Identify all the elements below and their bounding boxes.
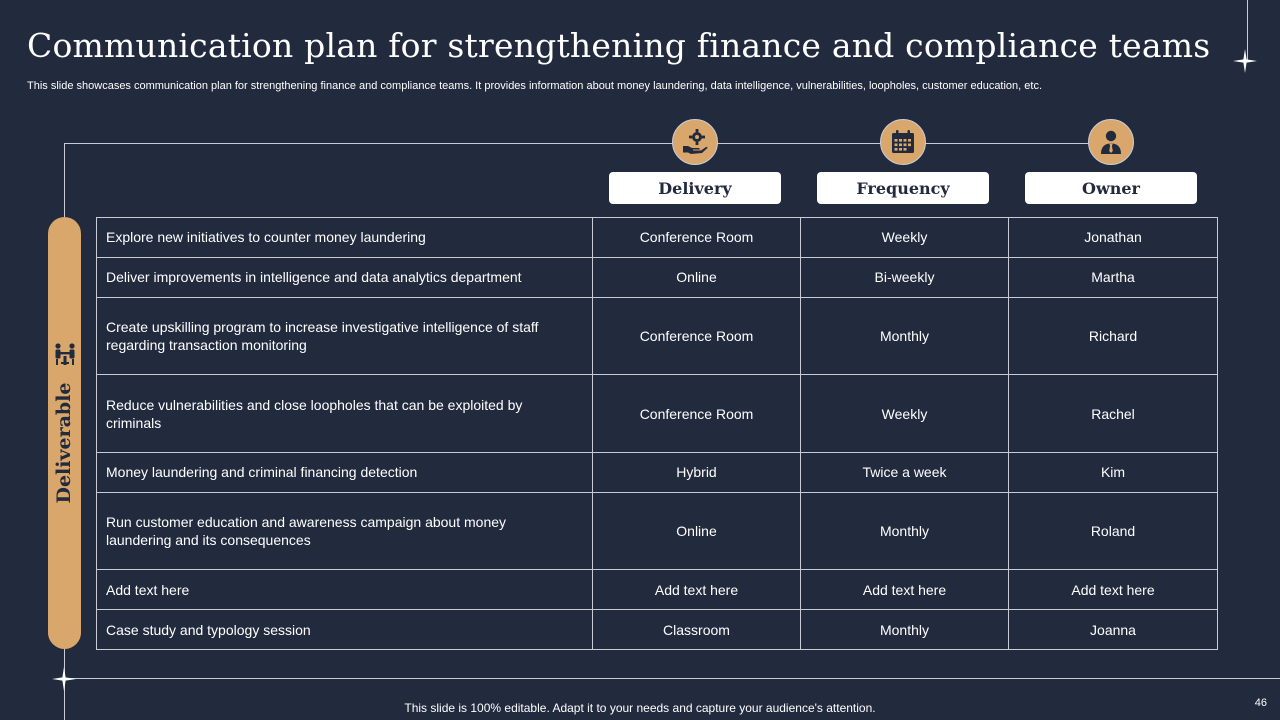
owner-cell: Jonathan — [1009, 218, 1218, 258]
sparkle-icon — [52, 667, 76, 691]
owner-cell: Kim — [1009, 452, 1218, 492]
owner-cell: Add text here — [1009, 570, 1218, 610]
delivery-cell: Conference Room — [593, 218, 801, 258]
delivery-cell: Conference Room — [593, 375, 801, 453]
deliverable-cell: Case study and typology session — [97, 610, 593, 650]
table-row — [97, 452, 1218, 492]
table-row — [97, 297, 1218, 375]
frame-bottom-line — [64, 678, 1280, 679]
owner-icon-circle — [1088, 119, 1134, 165]
owner-cell: Richard — [1009, 297, 1218, 375]
column-header-owner: Owner — [1025, 172, 1197, 204]
delivery-cell: Online — [593, 492, 801, 570]
communication-plan-table — [96, 217, 1218, 650]
delivery-cell: Add text here — [593, 570, 801, 610]
delivery-cell: Online — [593, 257, 801, 297]
sparkle-icon — [1233, 49, 1257, 73]
slide-footer: This slide is 100% editable. Adapt it to your needs and capture your audience's attention. — [404, 701, 876, 715]
owner-cell: Martha — [1009, 257, 1218, 297]
frame-left-line — [64, 143, 65, 217]
owner-cell: Joanna — [1009, 610, 1218, 650]
table-row — [97, 218, 1218, 258]
table-row — [97, 257, 1218, 297]
table-row — [97, 610, 1218, 650]
table-row — [97, 492, 1218, 570]
frequency-icon-circle — [880, 119, 926, 165]
delivery-icon-circle — [672, 119, 718, 165]
column-header-frequency: Frequency — [817, 172, 989, 204]
frame-top-line — [64, 143, 1110, 144]
frequency-cell: Weekly — [801, 218, 1009, 258]
deliverable-cell: Add text here — [97, 570, 593, 610]
deliverable-cell: Reduce vulnerabilities and close loopholes that can be exploited by criminals — [97, 375, 593, 453]
frequency-cell: Add text here — [801, 570, 1009, 610]
frequency-cell: Monthly — [801, 492, 1009, 570]
deliverable-cell: Explore new initiatives to counter money laundering — [97, 218, 593, 258]
owner-cell: Roland — [1009, 492, 1218, 570]
frequency-cell: Twice a week — [801, 452, 1009, 492]
table-row — [97, 570, 1218, 610]
owner-cell: Rachel — [1009, 375, 1218, 453]
deliverable-cell: Run customer education and awareness campaign about money laundering and its consequences — [97, 492, 593, 570]
delivery-cell: Conference Room — [593, 297, 801, 375]
slide-title: Communication plan for strengthening finance and compliance teams — [27, 26, 1211, 65]
deliverable-cell: Create upskilling program to increase investigative intelligence of staff regarding transaction monitoring — [97, 297, 593, 375]
column-header-delivery: Delivery — [609, 172, 781, 204]
frequency-cell: Monthly — [801, 297, 1009, 375]
deliverable-label: Deliverable — [53, 382, 75, 504]
table-row — [97, 375, 1218, 453]
hand-gear-icon — [680, 127, 710, 157]
page-number: 46 — [1254, 697, 1267, 709]
handshake-icon — [53, 342, 77, 366]
deliverable-cell: Deliver improvements in intelligence and data analytics department — [97, 257, 593, 297]
calendar-icon — [889, 128, 917, 156]
frequency-cell: Bi-weekly — [801, 257, 1009, 297]
frequency-cell: Monthly — [801, 610, 1009, 650]
slide-subtitle: This slide showcases communication plan for strengthening finance and compliance teams. It provides information about money laundering, data intelligence, vulnerabilities, loopholes, customer education, etc. — [27, 80, 1043, 92]
frequency-cell: Weekly — [801, 375, 1009, 453]
delivery-cell: Classroom — [593, 610, 801, 650]
deliverable-cell: Money laundering and criminal financing detection — [97, 452, 593, 492]
delivery-cell: Hybrid — [593, 452, 801, 492]
person-icon — [1097, 128, 1125, 156]
